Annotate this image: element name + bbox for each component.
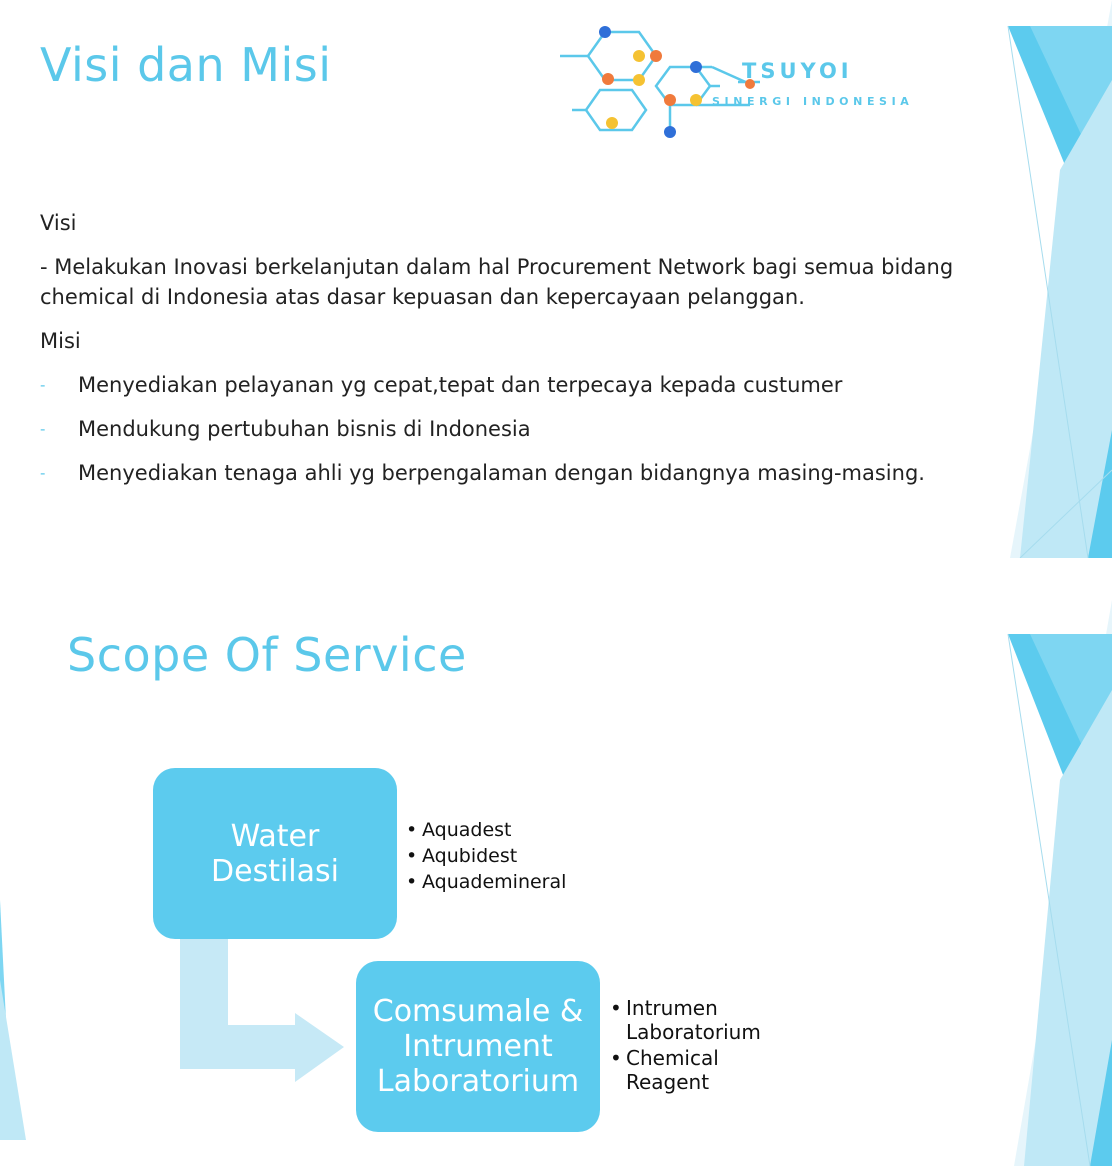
- molecule-logo-icon: [560, 24, 980, 142]
- misi-list: [40, 370, 960, 488]
- misi-item-text: Menyediakan pelayanan yg cepat,tepat dan terpecaya kepada custumer: [78, 373, 843, 397]
- consumable-items-list: [610, 996, 761, 1096]
- decorative-left-edge: [0, 600, 30, 1166]
- dash-bullet-icon: -: [40, 464, 46, 482]
- bent-arrow-icon: [180, 935, 350, 1085]
- list-item-text: Aqubidest: [422, 845, 518, 867]
- page-title: Visi dan Misi: [40, 38, 332, 92]
- water-items-list: [406, 818, 566, 896]
- misi-item: [40, 414, 960, 444]
- list-item: [406, 870, 566, 894]
- list-item-text: Chemical Reagent: [626, 1046, 719, 1094]
- logo-name: TSUYOI: [742, 59, 853, 83]
- list-item: [610, 996, 761, 1044]
- misi-label: Misi: [40, 329, 81, 353]
- decorative-triangles: [1000, 600, 1112, 1166]
- list-item-text: Intrumen Laboratorium: [626, 996, 761, 1044]
- service-box-water: Water Destilasi: [153, 768, 397, 939]
- bullet-dot-icon: •: [406, 871, 418, 893]
- decorative-triangles: [1000, 0, 1112, 558]
- dash-bullet-icon: -: [40, 376, 46, 394]
- bullet-dot-icon: •: [610, 996, 622, 1020]
- company-logo: [560, 24, 980, 142]
- logo-subtitle: SINERGI INDONESIA: [712, 95, 914, 108]
- dash-bullet-icon: -: [40, 420, 46, 438]
- list-item: [610, 1046, 761, 1094]
- page-title: Scope Of Service: [67, 628, 467, 682]
- bullet-dot-icon: •: [406, 819, 418, 841]
- list-item: [406, 844, 566, 868]
- list-item-text: Aquademineral: [422, 871, 567, 893]
- visi-misi-content: [40, 208, 960, 502]
- visi-text: - Melakukan Inovasi berkelanjutan dalam hal Procurement Network bagi semua bidang chemical di Indonesia atas dasar kepuasan dan kepercayaan pelanggan.: [40, 255, 954, 309]
- service-box-consumable: Comsumale & Intrument Laboratorium: [356, 961, 600, 1132]
- bullet-dot-icon: •: [610, 1046, 622, 1070]
- misi-item-text: Menyediakan tenaga ahli yg berpengalaman dengan bidangnya masing-masing.: [78, 461, 925, 485]
- list-item-text: Aquadest: [422, 819, 512, 841]
- bullet-dot-icon: •: [406, 845, 418, 867]
- misi-item-text: Mendukung pertubuhan bisnis di Indonesia: [78, 417, 531, 441]
- misi-item: [40, 370, 960, 400]
- visi-label: Visi: [40, 211, 77, 235]
- misi-item: [40, 458, 960, 488]
- slide-visi-misi: [0, 0, 1112, 558]
- slide-scope-of-service: [0, 600, 1112, 1166]
- list-item: [406, 818, 566, 842]
